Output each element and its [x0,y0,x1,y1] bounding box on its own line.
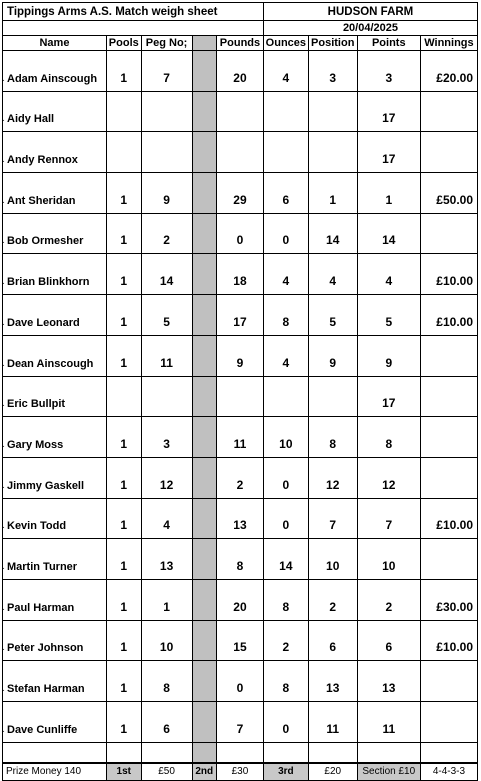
winnings-cell [420,661,477,702]
weight-ounces: 0 [263,498,308,539]
points-cell: 7 [357,498,420,539]
angler-name: ▸ Peter Johnson [3,620,107,661]
winnings-cell [420,702,477,743]
pools-cell: 1 [106,417,141,458]
pools-cell [106,91,141,132]
venue-name: HUDSON FARM [263,3,477,21]
winnings-cell: £20.00 [420,51,477,92]
weight-pounds: 0 [217,661,264,702]
table-row [3,335,478,376]
weight-pounds: 29 [217,173,264,214]
weight-ounces: 0 [263,702,308,743]
weight-ounces: 8 [263,661,308,702]
pools-cell: 1 [106,702,141,743]
gap-column-cell [192,579,216,620]
points-cell: 3 [357,51,420,92]
table-row [3,51,478,92]
winnings-cell [420,91,477,132]
weight-ounces: 8 [263,579,308,620]
finish-position: 4 [308,254,357,295]
weight-pounds: 13 [217,498,264,539]
winnings-cell: £10.00 [420,620,477,661]
header-ounces: Ounces [263,36,308,51]
angler-name: ▸ Dave Cunliffe [3,702,107,743]
weight-pounds: 20 [217,579,264,620]
gap-column-cell [192,91,216,132]
pools-cell: 1 [106,295,141,336]
gap-column-cell [192,417,216,458]
finish-position: 13 [308,661,357,702]
weight-ounces [263,91,308,132]
peg-number: 3 [141,417,192,458]
table-row [3,620,478,661]
pools-cell: 1 [106,335,141,376]
peg-number [141,132,192,173]
winnings-cell: £10.00 [420,254,477,295]
gap-column-cell [192,661,216,702]
peg-number: 5 [141,295,192,336]
pools-cell [106,132,141,173]
angler-name: ▸ Jimmy Gaskell [3,457,107,498]
finish-position: 14 [308,213,357,254]
weight-pounds [217,91,264,132]
table-row [3,132,478,173]
weight-pounds: 17 [217,295,264,336]
prize-split: 4-4-3-3 [420,763,477,781]
winnings-cell [420,457,477,498]
peg-number: 14 [141,254,192,295]
gap-column-cell [192,295,216,336]
points-cell: 17 [357,91,420,132]
weight-ounces: 4 [263,51,308,92]
angler-name: ▸ Bob Ormesher [3,213,107,254]
winnings-cell [420,417,477,458]
gap-column-cell [192,51,216,92]
header-winnings: Winnings [420,36,477,51]
table-row [3,173,478,214]
weight-ounces: 2 [263,620,308,661]
gap-column-cell [192,173,216,214]
points-cell: 5 [357,295,420,336]
winnings-cell: £10.00 [420,295,477,336]
gap-column-cell [192,620,216,661]
finish-position: 7 [308,498,357,539]
weight-pounds: 18 [217,254,264,295]
weight-pounds: 2 [217,457,264,498]
spacer-cell [217,742,264,763]
weight-pounds: 8 [217,539,264,580]
table-row [3,213,478,254]
gap-column-cell [192,335,216,376]
angler-name: ▸ Martin Turner [3,539,107,580]
peg-number: 10 [141,620,192,661]
first-prize-label: 1st [106,763,141,781]
weight-ounces: 0 [263,213,308,254]
winnings-cell: £10.00 [420,498,477,539]
prize-money-label: Prize Money 140 [3,763,107,781]
second-prize-label: 2nd [192,763,216,781]
pools-cell: 1 [106,457,141,498]
section-prize: Section £10 [357,763,420,781]
table-row [3,661,478,702]
points-cell: 9 [357,335,420,376]
table-row [3,417,478,458]
pools-cell: 1 [106,213,141,254]
finish-position: 1 [308,173,357,214]
weight-ounces: 4 [263,335,308,376]
pools-cell: 1 [106,579,141,620]
finish-position: 2 [308,579,357,620]
angler-name: ▸ Kevin Todd [3,498,107,539]
weight-ounces [263,376,308,417]
peg-number: 2 [141,213,192,254]
header-peg: Peg No; [141,36,192,51]
gap-column-cell [192,376,216,417]
pools-cell: 1 [106,498,141,539]
finish-position [308,376,357,417]
table-row [3,579,478,620]
points-cell: 12 [357,457,420,498]
points-cell: 6 [357,620,420,661]
pools-cell: 1 [106,51,141,92]
peg-number: 11 [141,335,192,376]
header-points: Points [357,36,420,51]
spacer-cell [420,742,477,763]
weight-ounces: 4 [263,254,308,295]
angler-name: ▸ Gary Moss [3,417,107,458]
gap-column-cell [192,132,216,173]
points-cell: 17 [357,376,420,417]
weigh-table [2,2,478,781]
peg-number: 12 [141,457,192,498]
spacer-cell [106,742,141,763]
points-cell: 10 [357,539,420,580]
points-cell: 17 [357,132,420,173]
table-row [3,702,478,743]
angler-name: ▸ Aidy Hall [3,91,107,132]
header-position: Position [308,36,357,51]
points-cell: 4 [357,254,420,295]
pools-cell: 1 [106,539,141,580]
finish-position: 3 [308,51,357,92]
weight-ounces [263,132,308,173]
peg-number [141,91,192,132]
first-prize-value: £50 [141,763,192,781]
pools-cell: 1 [106,173,141,214]
spacer-cell [3,742,107,763]
weight-ounces: 14 [263,539,308,580]
gap-column-cell [192,498,216,539]
third-prize-label: 3rd [263,763,308,781]
spacer-cell [141,742,192,763]
weight-pounds: 20 [217,51,264,92]
peg-number: 6 [141,702,192,743]
peg-number [141,376,192,417]
spacer-cell [308,742,357,763]
finish-position: 12 [308,457,357,498]
peg-number: 8 [141,661,192,702]
gap-column-cell [192,539,216,580]
match-date: 20/04/2025 [263,21,477,36]
table-row [3,254,478,295]
peg-number: 9 [141,173,192,214]
finish-position: 8 [308,417,357,458]
winnings-cell [420,335,477,376]
finish-position [308,91,357,132]
angler-name: ▸ Stefan Harman [3,661,107,702]
weight-pounds: 9 [217,335,264,376]
second-prize-value: £30 [217,763,264,781]
finish-position: 6 [308,620,357,661]
gap-column-cell [192,254,216,295]
gap-column-header [192,36,216,51]
table-row [3,376,478,417]
winnings-cell [420,539,477,580]
winnings-cell [420,132,477,173]
angler-name: ▸ Paul Harman [3,579,107,620]
points-cell: 8 [357,417,420,458]
pools-cell: 1 [106,661,141,702]
angler-name: ▸ Dean Ainscough [3,335,107,376]
points-cell: 11 [357,702,420,743]
weight-pounds: 11 [217,417,264,458]
peg-number: 7 [141,51,192,92]
weight-ounces: 0 [263,457,308,498]
gap-column-cell [192,702,216,743]
winnings-cell: £30.00 [420,579,477,620]
spacer-cell [263,742,308,763]
weight-pounds [217,132,264,173]
header-pools: Pools [106,36,141,51]
points-cell: 14 [357,213,420,254]
finish-position: 10 [308,539,357,580]
weight-ounces: 10 [263,417,308,458]
angler-name: ▸ Dave Leonard [3,295,107,336]
table-row [3,498,478,539]
title-blank-cell [3,21,264,36]
finish-position [308,132,357,173]
points-cell: 13 [357,661,420,702]
gap-column-cell [192,213,216,254]
header-pounds: Pounds [217,36,264,51]
weight-pounds [217,376,264,417]
table-row [3,539,478,580]
winnings-cell: £50.00 [420,173,477,214]
spacer-cell [357,742,420,763]
pools-cell: 1 [106,254,141,295]
pools-cell: 1 [106,620,141,661]
gap-column-cell [192,457,216,498]
finish-position: 9 [308,335,357,376]
table-row [3,91,478,132]
header-name: Name [3,36,107,51]
angler-name: ▸ Eric Bullpit [3,376,107,417]
peg-number: 13 [141,539,192,580]
finish-position: 5 [308,295,357,336]
angler-name: ▸ Andy Rennox [3,132,107,173]
weight-ounces: 8 [263,295,308,336]
angler-name: ▸ Ant Sheridan [3,173,107,214]
weight-ounces: 6 [263,173,308,214]
peg-number: 1 [141,579,192,620]
sheet-title: Tippings Arms A.S. Match weigh sheet [3,3,264,21]
peg-number: 4 [141,498,192,539]
weight-pounds: 15 [217,620,264,661]
angler-name: ▸ Brian Blinkhorn [3,254,107,295]
table-row [3,457,478,498]
angler-name: ▸ Adam Ainscough [3,51,107,92]
winnings-cell [420,213,477,254]
winnings-cell [420,376,477,417]
table-row [3,295,478,336]
pools-cell [106,376,141,417]
weight-pounds: 0 [217,213,264,254]
gap-column-cell [192,742,216,763]
weight-pounds: 7 [217,702,264,743]
finish-position: 11 [308,702,357,743]
points-cell: 1 [357,173,420,214]
points-cell: 2 [357,579,420,620]
third-prize-value: £20 [308,763,357,781]
